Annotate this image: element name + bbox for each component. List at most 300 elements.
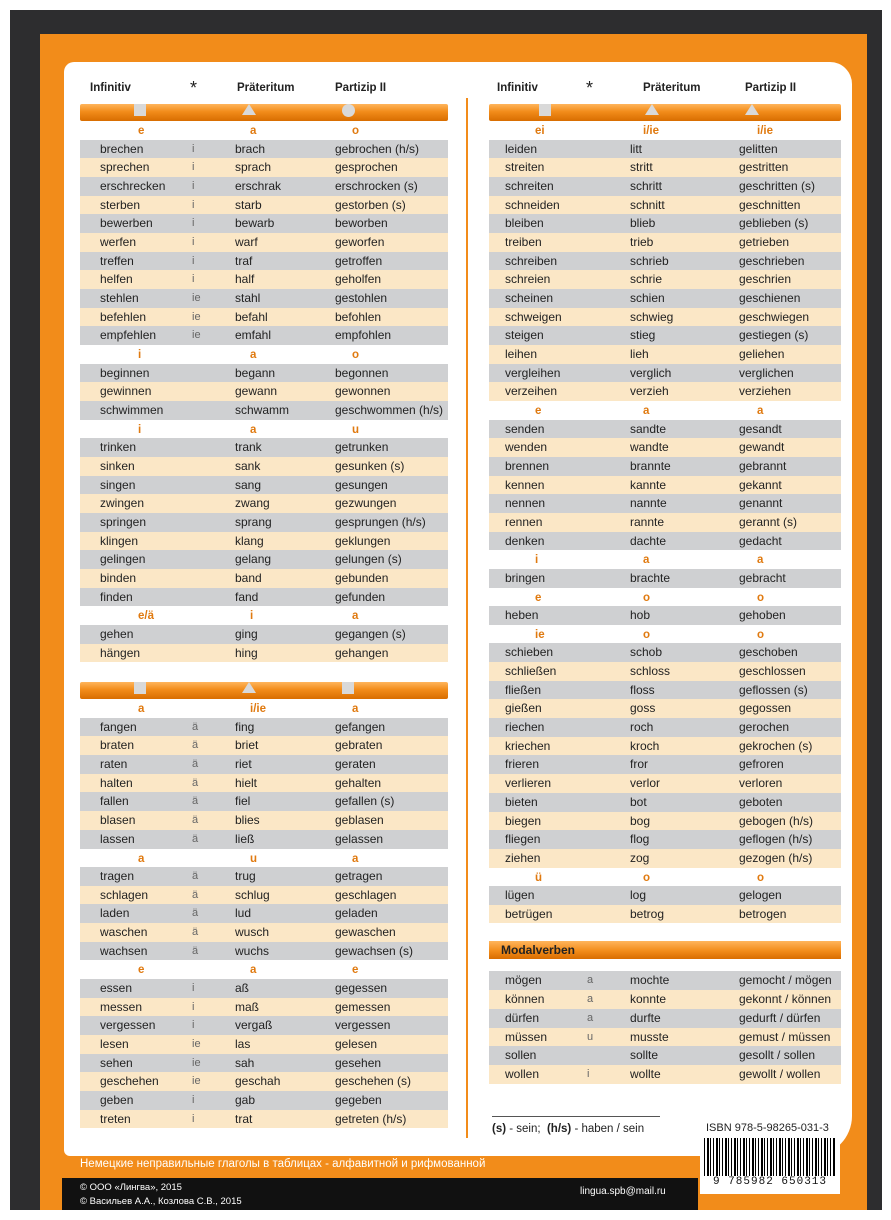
verb-marker: i [192, 1000, 195, 1013]
verb-infinitiv: können [505, 992, 545, 1007]
verb-marker: ä [192, 795, 199, 808]
verb-marker: i [192, 254, 195, 267]
verb-praeteritum: musste [630, 1029, 669, 1044]
verb-praeteritum: sprach [235, 160, 272, 175]
verb-partizip: geliehen [739, 347, 785, 362]
verb-row [80, 476, 448, 495]
verb-praeteritum: fand [235, 589, 259, 604]
verb-praeteritum: stahl [235, 291, 261, 305]
verb-partizip: geschwommen (h/s) [335, 402, 444, 417]
verb-partizip: verglichen [739, 365, 794, 380]
vowel-pattern [489, 868, 841, 887]
vowel-label: a [352, 703, 359, 716]
copyright-authors: © Васильев А.А., Козлова С.В., 2015 [80, 1196, 242, 1207]
verb-partizip: getrunken [335, 440, 389, 455]
verb-praeteritum: hob [630, 608, 651, 623]
verb-infinitiv: wenden [505, 440, 548, 455]
verb-praeteritum: schrie [630, 272, 663, 287]
legend [492, 1116, 660, 1135]
verb-partizip: geklungen [335, 533, 391, 548]
vowel-label: a [138, 852, 145, 865]
verb-infinitiv: fangen [100, 719, 137, 734]
verb-row [80, 998, 448, 1017]
verb-partizip: gestiegen (s) [739, 328, 809, 343]
section-bar [489, 104, 841, 121]
header-infinitiv: Infinitiv [497, 82, 538, 94]
legend-hs-text: - haben / sein [571, 1123, 645, 1135]
copyright-publisher: © ООО «Лингва», 2015 [80, 1182, 182, 1193]
verb-partizip: gefunden [335, 589, 386, 604]
verb-infinitiv: schließen [505, 664, 557, 678]
vowel-label: i [138, 349, 142, 362]
vowel-pattern [489, 588, 841, 607]
vowel-label: o [352, 125, 360, 137]
verb-infinitiv: schneiden [505, 197, 560, 212]
verb-row [80, 1054, 448, 1073]
verb-row [489, 326, 841, 345]
verb-infinitiv: bewerben [100, 216, 153, 231]
verb-row [489, 990, 841, 1009]
legend-hs: (h/s) [546, 1123, 572, 1135]
verb-infinitiv: trinken [100, 440, 137, 455]
column-divider [466, 98, 468, 1138]
verb-praeteritum: lud [235, 906, 252, 921]
verb-marker: a [587, 974, 594, 987]
verb-marker: i [192, 235, 195, 248]
verb-partizip: geschlagen [335, 887, 397, 902]
verb-praeteritum: bewarb [235, 216, 275, 231]
verb-partizip: gelungen (s) [335, 552, 402, 567]
verb-partizip: begonnen [335, 365, 389, 380]
verb-infinitiv: fliegen [505, 832, 541, 847]
verb-partizip: gebraten [335, 738, 383, 753]
verb-partizip: gefroren [739, 757, 784, 772]
verb-praeteritum: dachte [630, 533, 667, 548]
verb-partizip: gebunden [335, 570, 389, 585]
verb-infinitiv: biegen [505, 813, 542, 828]
verb-row [80, 830, 448, 849]
verb-partizip: gekonnt / können [739, 992, 832, 1007]
square-marker-icon [134, 104, 146, 116]
vowel-label: i [138, 423, 142, 436]
triangle-marker-icon [745, 104, 759, 115]
footer-title: Немецкие неправильные глаголы в таблицах - алфавитной и рифмованной [80, 1158, 486, 1170]
verb-row [489, 718, 841, 737]
verb-infinitiv: bieten [505, 794, 538, 809]
verb-praeteritum: schob [630, 645, 663, 660]
verb-partizip: vergessen [335, 1018, 391, 1033]
vowel-label: o [643, 591, 651, 604]
verb-partizip: geschwiegen [739, 309, 810, 324]
verb-row [80, 214, 448, 233]
vowel-label: a [757, 405, 764, 418]
verb-partizip: verziehen [739, 384, 792, 399]
verb-partizip: gewonnen [335, 384, 391, 399]
verb-praeteritum: erschrak [235, 178, 282, 193]
square-marker-icon [342, 682, 354, 694]
verb-row [80, 233, 448, 252]
verb-partizip: geschnitten [739, 197, 801, 212]
verb-marker: ie [192, 329, 201, 342]
verb-row [489, 699, 841, 718]
verb-infinitiv: kennen [505, 477, 545, 492]
verb-row [80, 755, 448, 774]
verb-row [80, 140, 448, 159]
verb-partizip: gemocht / mögen [739, 973, 832, 988]
verb-marker: ä [192, 758, 199, 771]
triangle-marker-icon [242, 104, 256, 115]
header-partizip: Partizip II [335, 82, 387, 94]
verb-partizip: gehoben [739, 608, 786, 623]
verb-infinitiv: waschen [100, 925, 148, 940]
verb-partizip: gerochen [739, 720, 790, 735]
verb-infinitiv: klingen [100, 533, 139, 548]
verb-row [489, 289, 841, 308]
verb-marker: ä [192, 888, 199, 901]
vowel-label: e [138, 964, 145, 977]
verb-infinitiv: gehen [100, 626, 134, 641]
verb-row [489, 1046, 841, 1065]
verb-marker: i [192, 1094, 195, 1107]
barcode-lines [704, 1138, 836, 1176]
section-bar [80, 104, 448, 121]
verb-infinitiv: gelingen [100, 552, 146, 567]
header-partizip: Partizip II [745, 82, 797, 94]
verb-infinitiv: laden [100, 906, 130, 921]
verb-row [489, 158, 841, 177]
spacer [80, 662, 448, 674]
verb-infinitiv: werfen [100, 234, 137, 249]
verb-praeteritum: kannte [630, 477, 667, 492]
vowel-label: a [757, 554, 764, 567]
verb-praeteritum: schwamm [235, 402, 290, 417]
verb-praeteritum: schlug [235, 887, 270, 902]
verb-praeteritum: wollte [630, 1066, 661, 1081]
verb-marker: ä [192, 944, 199, 957]
verb-infinitiv: hängen [100, 645, 141, 660]
verb-row [80, 326, 448, 345]
verb-infinitiv: springen [100, 514, 147, 529]
verb-infinitiv: sterben [100, 197, 141, 212]
verb-praeteritum: schnitt [630, 197, 665, 212]
verb-infinitiv: denken [505, 533, 545, 548]
verb-partizip: gebrochen (h/s) [335, 141, 420, 156]
verb-row [80, 364, 448, 383]
verb-praeteritum: stritt [630, 160, 653, 175]
modalverben-title: Modalverben [489, 941, 841, 959]
verb-infinitiv: essen [100, 980, 133, 995]
vowel-label: ie [535, 628, 545, 641]
right-column [489, 72, 841, 1084]
verb-row [80, 289, 448, 308]
verb-praeteritum: floss [630, 682, 655, 697]
verb-infinitiv: leiden [505, 141, 538, 156]
verb-infinitiv: wachsen [100, 943, 148, 958]
verb-partizip: getragen [335, 869, 383, 883]
verb-row [80, 942, 448, 961]
verb-row [489, 1028, 841, 1047]
verb-partizip: gegossen [739, 701, 792, 716]
verb-praeteritum: ließ [235, 831, 255, 846]
verb-partizip: gesunken (s) [335, 458, 405, 473]
verb-row [80, 904, 448, 923]
verb-praeteritum: durfte [630, 1010, 661, 1025]
verb-infinitiv: steigen [505, 328, 544, 343]
verb-partizip: getreten (h/s) [335, 1111, 407, 1126]
verb-infinitiv: riechen [505, 720, 545, 735]
verb-partizip: gesungen [335, 477, 388, 492]
verb-praeteritum: verlor [630, 776, 661, 791]
verb-row [489, 494, 841, 513]
verb-praeteritum: lieh [630, 347, 649, 362]
verb-infinitiv: sinken [100, 458, 135, 473]
verb-praeteritum: konnte [630, 992, 667, 1007]
verb-praeteritum: litt [630, 141, 642, 156]
verb-praeteritum: flog [630, 832, 650, 847]
verb-row [489, 476, 841, 495]
verb-infinitiv: raten [100, 757, 128, 772]
verb-praeteritum: briet [235, 738, 259, 753]
verb-infinitiv: gewinnen [100, 384, 152, 399]
verb-praeteritum: gab [235, 1093, 256, 1108]
vowel-label: ü [535, 871, 543, 884]
spacer [489, 959, 841, 971]
verb-marker: i [587, 1067, 590, 1080]
verb-marker: i [192, 198, 195, 211]
verb-row [80, 438, 448, 457]
legend-s: (s) [492, 1123, 507, 1135]
verb-row [489, 793, 841, 812]
triangle-marker-icon [242, 682, 256, 693]
verb-marker: i [192, 217, 195, 230]
vowel-label: a [643, 405, 650, 418]
verb-infinitiv: fallen [100, 794, 129, 809]
verb-praeteritum: fiel [235, 794, 251, 809]
verb-infinitiv: treten [100, 1111, 131, 1126]
verb-praeteritum: fing [235, 719, 255, 734]
verb-row [80, 979, 448, 998]
vowel-label: a [352, 852, 359, 865]
vowel-label: i [250, 610, 254, 623]
verb-infinitiv: schlagen [100, 887, 149, 902]
vowel-pattern [80, 699, 448, 718]
verb-marker: ä [192, 926, 199, 939]
verb-marker: ä [192, 814, 199, 827]
verb-praeteritum: wusch [235, 925, 270, 940]
vowel-pattern [489, 550, 841, 569]
verb-infinitiv: betrügen [505, 906, 553, 921]
verb-infinitiv: vergessen [100, 1018, 156, 1033]
verb-partizip: betrogen [739, 906, 787, 921]
verb-row [80, 382, 448, 401]
verb-infinitiv: schreiben [505, 253, 558, 268]
verb-praeteritum: rannte [630, 515, 665, 530]
verb-partizip: geschoben [739, 645, 798, 660]
verb-praeteritum: schwieg [630, 309, 674, 324]
barcode-digits: 9 785982 650313 [712, 1176, 828, 1188]
verb-row [80, 811, 448, 830]
verb-partizip: gewollt / wollen [739, 1066, 821, 1081]
triangle-marker-icon [645, 104, 659, 115]
verb-praeteritum: bot [630, 794, 647, 809]
vowel-label: e [352, 964, 359, 977]
verb-partizip: gesprungen (h/s) [335, 514, 426, 529]
verb-row [80, 457, 448, 476]
verb-infinitiv: treffen [100, 253, 134, 268]
verb-marker: ie [192, 1056, 201, 1069]
verb-praeteritum: vergaß [235, 1018, 273, 1033]
verb-partizip: gemust / müssen [739, 1029, 831, 1044]
verb-marker: i [192, 161, 195, 174]
left-table [80, 104, 448, 1128]
verb-partizip: gestorben (s) [335, 197, 406, 212]
verb-row [80, 569, 448, 588]
verb-partizip: verloren [739, 776, 783, 791]
verb-infinitiv: bleiben [505, 216, 544, 231]
verb-row [489, 382, 841, 401]
verb-infinitiv: verlieren [505, 776, 552, 791]
vowel-label: e [138, 125, 145, 137]
vowel-label: i [535, 554, 539, 567]
verb-partizip: gesandt [739, 421, 782, 436]
verb-praeteritum: blies [235, 813, 260, 828]
verb-infinitiv: singen [100, 477, 136, 492]
verb-partizip: gesollt / sollen [739, 1048, 816, 1063]
verb-row [489, 830, 841, 849]
verb-praeteritum: sank [235, 458, 261, 473]
verb-partizip: gezogen (h/s) [739, 850, 813, 865]
verb-row [80, 177, 448, 196]
header-praeteritum: Präteritum [237, 82, 295, 94]
verb-partizip: geblasen [335, 813, 384, 828]
verb-marker: a [587, 1011, 594, 1024]
verb-row [80, 1016, 448, 1035]
verb-row [489, 345, 841, 364]
verb-partizip: geschehen (s) [335, 1074, 412, 1089]
verb-infinitiv: frieren [505, 757, 540, 772]
verb-row [489, 681, 841, 700]
verb-marker: i [192, 142, 195, 155]
verb-row [80, 588, 448, 607]
verb-infinitiv: braten [100, 738, 135, 753]
verb-partizip: geschritten (s) [739, 178, 816, 193]
verb-marker: ie [192, 310, 201, 323]
verb-row [80, 532, 448, 551]
verb-praeteritum: schritt [630, 178, 663, 193]
vowel-pattern [80, 960, 448, 979]
verb-praeteritum: sollte [630, 1048, 659, 1063]
verb-praeteritum: schrieb [630, 253, 669, 268]
verb-infinitiv: halten [100, 775, 133, 790]
verb-row [489, 1009, 841, 1028]
verb-partizip: genannt [739, 496, 783, 511]
verb-row [80, 1110, 448, 1129]
verb-partizip: getroffen [335, 253, 383, 268]
vowel-label: a [250, 349, 257, 362]
verb-row [489, 140, 841, 159]
verb-row [489, 849, 841, 868]
vowel-label: o [757, 591, 765, 604]
verb-infinitiv: vergleihen [505, 365, 561, 380]
verb-infinitiv: müssen [505, 1029, 548, 1044]
verb-marker: i [192, 981, 195, 994]
legend-s-text: - sein; [506, 1123, 541, 1135]
verb-infinitiv: messen [100, 999, 143, 1014]
verb-row [489, 643, 841, 662]
header-infinitiv: Infinitiv [90, 82, 131, 94]
verb-praeteritum: roch [630, 720, 654, 735]
verb-infinitiv: senden [505, 421, 545, 436]
verb-infinitiv: binden [100, 570, 137, 585]
verb-infinitiv: schieben [505, 645, 554, 660]
verb-marker: ä [192, 832, 199, 845]
verb-praeteritum: trank [235, 440, 262, 455]
verb-row [489, 308, 841, 327]
verb-infinitiv: gießen [505, 701, 542, 716]
vowel-label: i/ie [250, 703, 266, 716]
verb-infinitiv: mögen [505, 973, 542, 988]
verb-infinitiv: rennen [505, 515, 543, 530]
verb-partizip: gestritten [739, 160, 789, 175]
verb-praeteritum: warf [235, 234, 258, 249]
verb-partizip: geraten [335, 757, 376, 772]
header-star: * [586, 78, 594, 98]
verb-marker: i [192, 1112, 195, 1125]
barcode [700, 1136, 840, 1194]
vowel-label: u [352, 423, 360, 436]
spacer [489, 923, 841, 935]
verb-row [489, 1065, 841, 1084]
verb-row [489, 177, 841, 196]
verb-partizip: geholfen [335, 272, 382, 287]
vowel-pattern [489, 401, 841, 420]
header-praeteritum: Präteritum [643, 82, 701, 94]
verb-infinitiv: erschrecken [100, 178, 166, 193]
contact-email: lingua.spb@mail.ru [580, 1186, 666, 1197]
verb-infinitiv: beginnen [100, 365, 150, 380]
verb-row [489, 569, 841, 588]
vowel-label: a [352, 610, 359, 623]
verb-row [489, 905, 841, 924]
verb-infinitiv: lassen [100, 831, 135, 846]
verb-infinitiv: stehlen [100, 291, 139, 305]
verb-partizip: gewaschen [335, 925, 396, 940]
verb-infinitiv: lesen [100, 1037, 129, 1051]
column-header [489, 72, 841, 96]
verb-praeteritum: maß [235, 999, 259, 1014]
vowel-label: u [250, 852, 258, 865]
vowel-label: o [643, 871, 651, 884]
verb-praeteritum: klang [235, 533, 264, 548]
verb-praeteritum: trieb [630, 234, 654, 249]
verb-marker: ie [192, 292, 201, 304]
verb-row [80, 718, 448, 737]
verb-row [489, 270, 841, 289]
verb-row [80, 196, 448, 215]
verb-row [80, 774, 448, 793]
verb-infinitiv: schweigen [505, 309, 562, 324]
isbn: ISBN 978-5-98265-031-3 [706, 1122, 829, 1134]
verb-marker: u [587, 1030, 594, 1043]
verb-praeteritum: sandte [630, 421, 667, 436]
vowel-label: a [250, 423, 257, 436]
verb-partizip: gefangen [335, 719, 386, 734]
verb-marker: i [192, 1019, 195, 1032]
verb-praeteritum: brachte [630, 570, 671, 585]
verb-row [489, 812, 841, 831]
verb-partizip: geflogen (h/s) [739, 832, 813, 847]
verb-partizip: geschlossen [739, 664, 806, 678]
